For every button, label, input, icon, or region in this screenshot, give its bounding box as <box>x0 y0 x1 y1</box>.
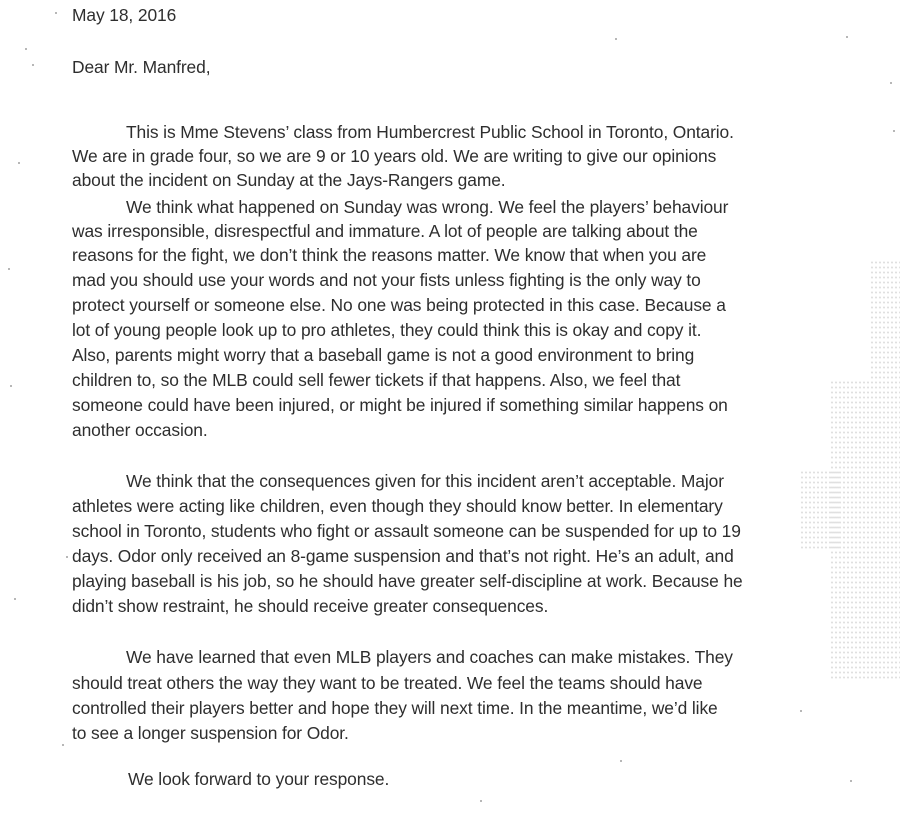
scan-noise <box>830 380 900 680</box>
scan-noise <box>800 470 840 550</box>
scan-speck <box>55 12 57 14</box>
paragraph-line: reasons for the fight, we don’t think the reasons matter. We know that when you are <box>72 245 707 265</box>
scan-speck <box>10 385 12 387</box>
paragraph-line: We are in grade four, so we are 9 or 10 years old. We are writing to give our opinions <box>72 146 717 166</box>
paragraph-line: children to, so the MLB could sell fewer tickets if that happens. Also, we feel that <box>72 370 681 390</box>
paragraph-line: school in Toronto, students who fight or assault someone can be suspended for up to 19 <box>72 521 741 541</box>
scan-speck <box>846 36 848 38</box>
paragraph-line: another occasion. <box>72 420 208 440</box>
scan-speck <box>62 744 64 746</box>
scan-speck <box>620 760 622 762</box>
paragraph-line: should treat others the way they want to be treated. We feel the teams should have <box>72 673 703 693</box>
paragraph-line: This is Mme Stevens’ class from Humbercrest Public School in Toronto, Ontario. <box>126 122 734 142</box>
paragraph-line: Also, parents might worry that a baseball game is not a good environment to bring <box>72 345 695 365</box>
scan-noise <box>870 260 900 380</box>
scan-speck <box>66 556 68 558</box>
paragraph-line: to see a longer suspension for Odor. <box>72 723 349 743</box>
paragraph-line: athletes were acting like children, even though they should know better. In elementary <box>72 496 723 516</box>
scan-speck <box>25 48 27 50</box>
scan-speck <box>8 268 10 270</box>
paragraph-line: We think that the consequences given for this incident aren’t acceptable. Major <box>126 471 724 491</box>
paragraph-line: was irresponsible, disrespectful and immature. A lot of people are talking about the <box>72 221 698 241</box>
paragraph-line: playing baseball is his job, so he should have greater self-discipline at work. Because he <box>72 571 743 591</box>
scan-speck <box>14 598 16 600</box>
scan-speck <box>32 64 34 66</box>
scan-speck <box>615 38 617 40</box>
letter-salutation: Dear Mr. Manfred, <box>72 57 211 77</box>
scan-speck <box>850 780 852 782</box>
paragraph-line: someone could have been injured, or might be injured if something similar happens on <box>72 395 728 415</box>
paragraph-line: We think what happened on Sunday was wrong. We feel the players’ behaviour <box>126 197 729 217</box>
letter-date: May 18, 2016 <box>72 5 177 25</box>
scan-speck <box>890 82 892 84</box>
scan-speck <box>480 800 482 802</box>
letter-closing: We look forward to your response. <box>128 769 390 789</box>
paragraph-line: about the incident on Sunday at the Jays-Rangers game. <box>72 170 506 190</box>
paragraph-line: protect yourself or someone else. No one was being protected in this case. Because a <box>72 295 726 315</box>
paragraph-line: mad you should use your words and not your fists unless fighting is the only way to <box>72 270 701 290</box>
paragraph-line: lot of young people look up to pro athletes, they could think this is okay and copy it. <box>72 320 702 340</box>
paragraph-line: days. Odor only received an 8-game suspension and that’s not right. He’s an adult, and <box>72 546 734 566</box>
paragraph-line: controlled their players better and hope they will next time. In the meantime, we’d like <box>72 698 718 718</box>
paragraph-line: We have learned that even MLB players and coaches can make mistakes. They <box>126 647 733 667</box>
scan-speck <box>893 130 895 132</box>
scan-speck <box>800 710 802 712</box>
paragraph-line: didn’t show restraint, he should receive greater consequences. <box>72 596 549 616</box>
scan-speck <box>18 162 20 164</box>
